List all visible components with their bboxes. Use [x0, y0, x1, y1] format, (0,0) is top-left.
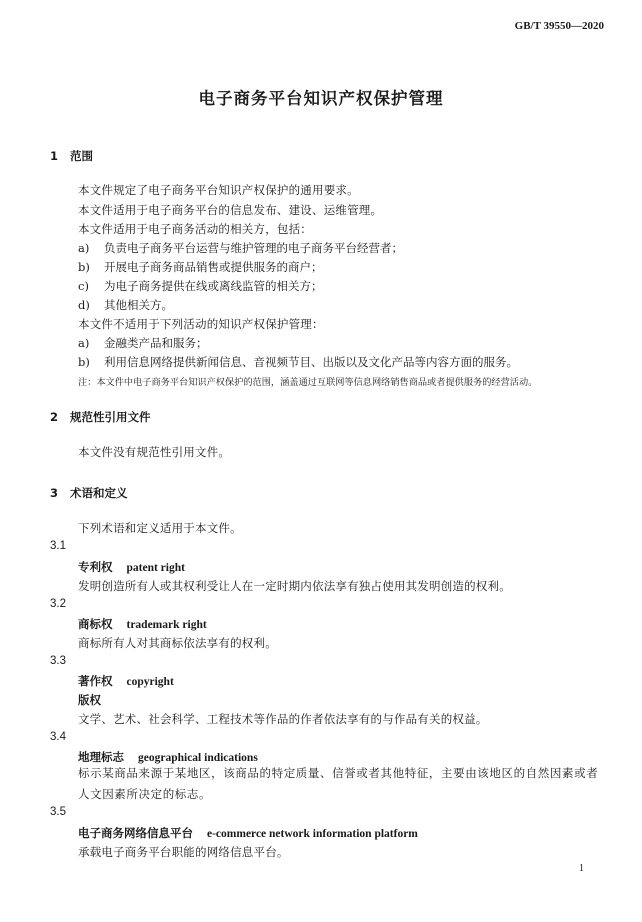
standard-number: GB/T 39550—2020 — [514, 20, 604, 32]
list-item — [78, 335, 208, 351]
document-title: 电子商务平台知识产权保护管理 — [198, 89, 444, 108]
term-en: copyright — [126, 676, 174, 688]
paragraph: 本文件规定了电子商务平台知识产权保护的通用要求。 — [78, 183, 359, 197]
paragraph: 本文件不适用于下列活动的知识产权保护管理： — [78, 317, 324, 331]
term-heading — [78, 673, 174, 689]
term-heading — [78, 559, 185, 575]
term-definition: 承载电子商务平台职能的网络信息平台。 — [78, 845, 289, 859]
section-number: 2 — [50, 410, 59, 424]
list-item — [78, 240, 403, 256]
list-text: 开展电子商务商品销售或提供服务的商户； — [104, 260, 323, 274]
list-marker: d) — [78, 298, 90, 312]
list-marker: b) — [78, 355, 90, 369]
term-en: patent right — [126, 562, 185, 574]
term-number: 3.2 — [50, 598, 66, 610]
list-text: 其他相关方。 — [104, 298, 173, 312]
paragraph: 本文件没有规范性引用文件。 — [78, 445, 231, 459]
paragraph: 下列术语和定义适用于本文件。 — [78, 521, 242, 535]
term-definition: 商标所有人对其商标依法享有的权利。 — [78, 636, 277, 650]
term-number: 3.1 — [50, 540, 66, 552]
term-en: e-commerce network information platform — [207, 828, 418, 840]
section-number: 3 — [50, 486, 59, 500]
section-title: 范围 — [70, 149, 93, 163]
list-text: 利用信息网络提供新闻信息、音视频节目、出版以及文化产品等内容方面的服务。 — [104, 355, 518, 369]
term-zh: 著作权 — [78, 674, 113, 688]
list-text: 金融类产品和服务； — [104, 336, 208, 350]
paragraph: 本文件适用于电子商务平台的信息发布、建设、运维管理。 — [78, 203, 383, 217]
term-zh: 电子商务网络信息平台 — [78, 826, 193, 840]
term-zh: 商标权 — [78, 617, 113, 631]
paragraph: 本文件适用于电子商务活动的相关方，包括： — [78, 222, 312, 236]
note: 注：本文件中电子商务平台知识产权保护的范围，涵盖通过互联网等信息网络销售商品或者提供服务的经营活动。 — [78, 377, 538, 388]
term-en: geographical indications — [138, 752, 258, 764]
term-number: 3.5 — [50, 806, 66, 818]
list-item — [78, 278, 323, 294]
section-1-heading — [50, 148, 93, 164]
list-item — [78, 354, 518, 370]
section-2-heading — [50, 409, 151, 425]
list-text: 负责电子商务平台运营与维护管理的电子商务平台经营者； — [104, 241, 403, 255]
list-text: 为电子商务提供在线或离线监管的相关方； — [104, 279, 323, 293]
section-number: 1 — [50, 149, 59, 163]
term-heading — [78, 616, 207, 632]
list-marker: a) — [78, 336, 90, 350]
list-marker: c) — [78, 279, 89, 293]
term-number: 3.3 — [50, 655, 66, 667]
term-zh: 专利权 — [78, 560, 113, 574]
list-item — [78, 259, 323, 275]
section-title: 术语和定义 — [70, 486, 128, 500]
page-number: 1 — [579, 863, 584, 874]
term-definition: 文学、艺术、社会科学、工程技术等作品的作者依法享有的与作品有关的权益。 — [78, 712, 488, 726]
term-alt-name: 版权 — [78, 693, 101, 707]
term-zh: 地理标志 — [78, 750, 124, 764]
term-definition: 发明创造所有人或其权利受让人在一定时期内依法享有独占使用其发明创造的权利。 — [78, 579, 511, 593]
section-title: 规范性引用文件 — [70, 410, 151, 424]
list-marker: a) — [78, 241, 90, 255]
list-marker: b) — [78, 260, 90, 274]
list-item — [78, 297, 173, 313]
term-en: trademark right — [126, 619, 207, 631]
term-number: 3.4 — [50, 731, 66, 743]
term-heading — [78, 825, 418, 841]
term-definition: 标示某商品来源于某地区，该商品的特定质量、信誉或者其他特征，主要由该地区的自然因素或者人文因素所决定的标志。 — [78, 766, 599, 801]
section-3-heading — [50, 485, 128, 501]
